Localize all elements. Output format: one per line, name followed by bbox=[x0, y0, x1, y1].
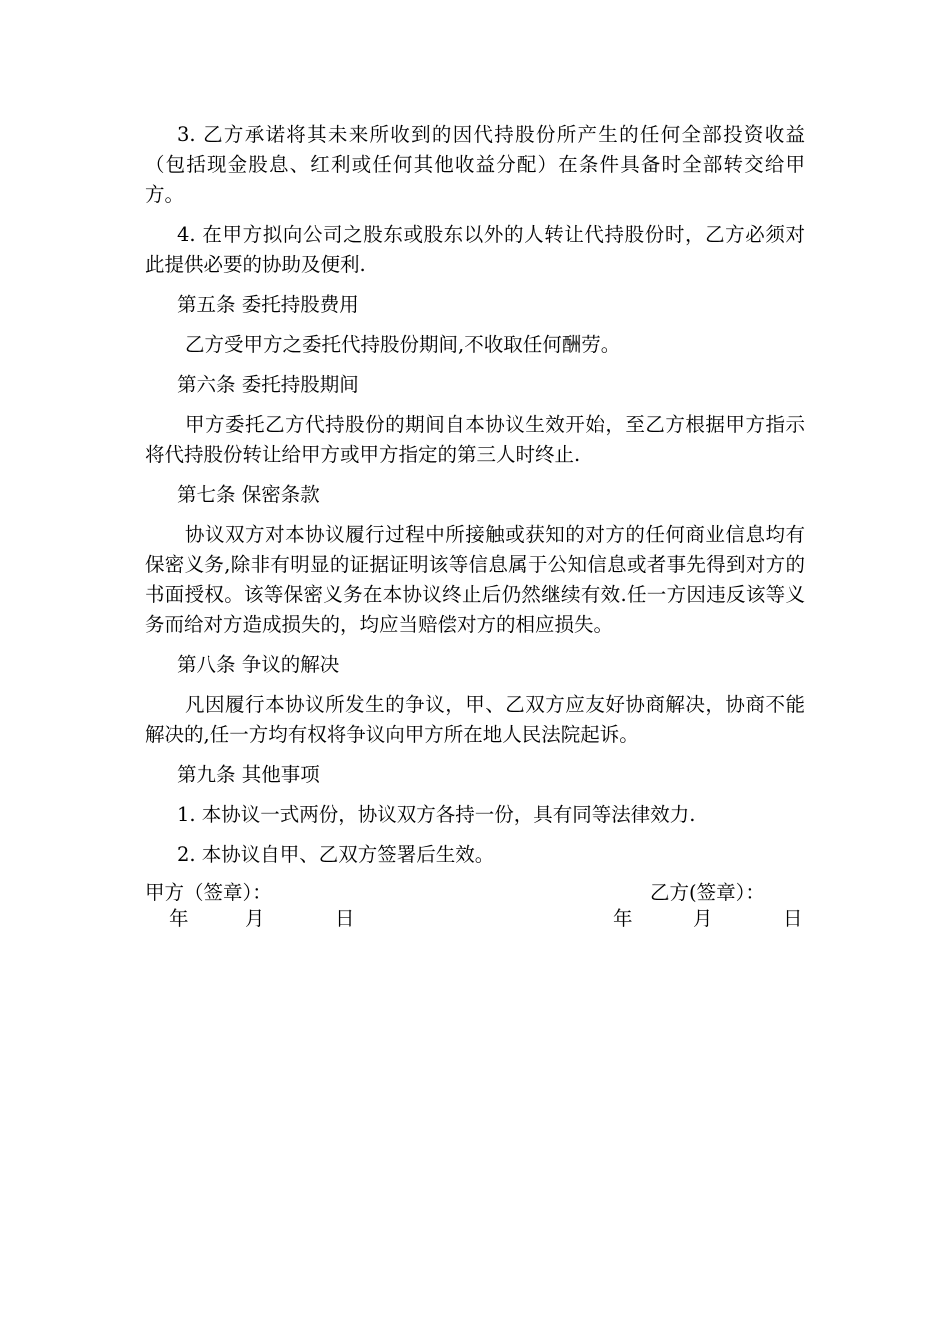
article-5-title: 第五条 委托持股费用 bbox=[177, 293, 359, 316]
article-6-title: 第六条 委托持股期间 bbox=[177, 373, 359, 396]
party-b-day-label: 日 bbox=[783, 907, 803, 930]
article-8-title: 第八条 争议的解决 bbox=[177, 653, 340, 676]
party-b-year-label: 年 bbox=[613, 907, 633, 930]
article-5-body: 乙方受甲方之委托代持股份期间,不收取任何酬劳。 bbox=[185, 333, 621, 356]
party-a-year-label: 年 bbox=[169, 907, 189, 930]
article-8-body: 凡因履行本协议所发生的争议，甲、乙双方应友好协商解决，协商不能解决的,任一方均有权将争议向甲方所在地人民法院起诉。 bbox=[145, 693, 805, 746]
article-9-title: 第九条 其他事项 bbox=[177, 763, 320, 786]
article-7-body: 协议双方对本协议履行过程中所接触或获知的对方的任何商业信息均有保密义务,除非有明显的证据证明该等信息属于公知信息或者事先得到对方的书面授权。该等保密义务在本协议终止后仍然继续有效.任一方因违反该等义务而给对方造成损失的，均应当赔偿对方的相应损失。 bbox=[145, 523, 805, 636]
article-6-body: 甲方委托乙方代持股份的期间自本协议生效开始，至乙方根据甲方指示将代持股份转让给甲方或甲方指定的第三人时终止. bbox=[145, 413, 805, 466]
clause-4: 4. 在甲方拟向公司之股东或股东以外的人转让代持股份时，乙方必须对此提供必要的协助及便利. bbox=[145, 223, 805, 276]
article-7-title: 第七条 保密条款 bbox=[177, 483, 320, 506]
party-b-signature-label: 乙方(签章）： bbox=[650, 881, 765, 904]
document-page bbox=[145, 120, 805, 940]
party-b-month-label: 月 bbox=[693, 907, 713, 930]
clause-3: 3. 乙方承诺将其未来所收到的因代持股份所产生的任何全部投资收益（包括现金股息、红利或任何其他收益分配）在条件具备时全部转交给甲方。 bbox=[145, 123, 805, 206]
article-9-item-2: 2. 本协议自甲、乙双方签署后生效。 bbox=[177, 843, 495, 866]
article-9-item-1: 1. 本协议一式两份，协议双方各持一份，具有同等法律效力. bbox=[177, 803, 696, 826]
party-a-day-label: 日 bbox=[335, 907, 355, 930]
party-a-signature-label: 甲方（签章）： bbox=[145, 881, 272, 904]
signature-block bbox=[145, 880, 805, 940]
party-a-month-label: 月 bbox=[245, 907, 265, 930]
